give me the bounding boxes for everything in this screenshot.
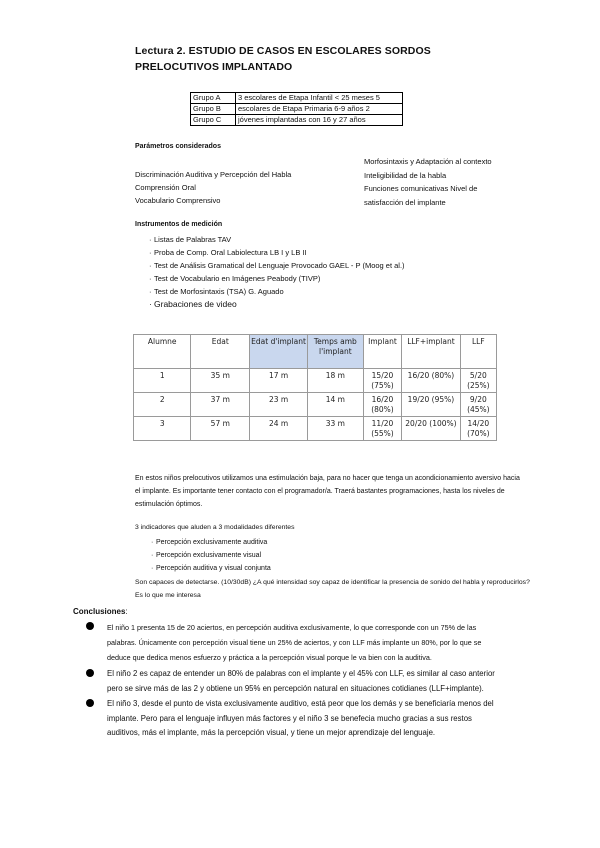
stimulation-paragraph: En estos niños prelocutivos utilizamos una estimulación baja, para no hacer que tenga un acondicionamiento aversivo hacia el implante. Es importante tener contacto con el programador/a. Traerá bastantes programaciones, hasta los niveles de estimulación óptimos. [135,475,520,508]
table-cell: 23 m [250,393,308,417]
conclusions-list [86,620,506,741]
parameter-item: Funciones comunicativas Nivel de [364,184,478,193]
parameters-right-column [364,155,504,209]
instruments-heading: Instrumentos de medición [135,221,223,228]
table-cell: 14 m [307,393,363,417]
table-cell: 18 m [307,369,363,393]
table-header-row [134,335,497,369]
conclusion-item: El niño 3, desde el punto de vista exclusivamente auditivo, está peor que los demás y se beneficiaría menos del implante. Pero para el lenguaje influyen más factores y el niño 3 se benefecia mucho gracias a sus restos auditivos, más el implante, más la percepción visual, y tiene un mejor aprendizaje del lenguaje. [86,697,506,741]
table-cell: 37 m [191,393,250,417]
table-row [191,104,403,115]
table-cell: 24 m [250,417,308,441]
bullet-icon: · [149,235,152,244]
table-cell: 19/20 (95%) [402,393,460,417]
column-header: Implant [363,335,402,369]
table-row [134,417,497,441]
document-title: Lectura 2. ESTUDIO DE CASOS EN ESCOLARES SORDOS PRELOCUTIVOS IMPLANTADO [135,45,431,73]
group-description: jóvenes implantadas con 16 y 27 años [236,115,403,126]
group-description: 3 escolares de Etapa Infantil < 25 meses 5 [236,93,403,104]
bullet-icon: · [149,299,152,309]
list-item: · Percepción exclusivamente visual [151,549,271,562]
conclusion-item: El niño 2 es capaz de entender un 80% de palabras con el implante y el 45% con LLF, es similar al caso anterior pero se sirve más de las 2 y obtiene un 95% en percepción natural en situaciones cotidianes (LLF+implante). [86,667,506,696]
table-cell: 16/20 (80%) [402,369,460,393]
list-item: · Grabaciones de video [149,299,237,309]
bullet-icon: · [149,261,152,270]
table-row [134,393,497,417]
table-row [191,115,403,126]
table-cell: 11/20 (55%) [363,417,402,441]
table-cell: 9/20 (45%) [460,393,496,417]
bullet-icon [86,669,94,677]
table-cell: 35 m [191,369,250,393]
table-cell: 15/20 (75%) [363,369,402,393]
bullet-icon: · [151,539,154,546]
table-cell: 16/20 (80%) [363,393,402,417]
parameter-item: Vocabulario Comprensivo [135,196,221,205]
conclusion-item: El niño 1 presenta 15 de 20 aciertos, en percepción auditiva exclusivamente, lo que corresponde con un 75% de las palabras. Únicamente con percepción visual tiene un 25% de aciertos, y con LLF más implante un 80%, por lo que se deduce que dedica menos esfuerzo y práctica a la percepción visual porque le va bien con la auditiva. [86,620,506,665]
parameter-item: Morfosintaxis y Adaptación al contexto [364,157,492,166]
table-cell: 17 m [250,369,308,393]
table-cell: 5/20 (25%) [460,369,496,393]
parameter-item: Discriminación Auditiva y Percepción del Habla [135,170,292,179]
group-description: escolares de Etapa Primaria 6-9 años 2 [236,104,403,115]
results-table [133,334,497,441]
column-header: Temps amb l'implant [307,335,363,369]
parameters-left-column [135,168,291,207]
parameter-item: Inteligibilidad de la habla [364,170,447,180]
table-cell: 33 m [307,417,363,441]
capaces-paragraph: Son capaces de detectarse. (10/30dB) ¿A qué intensidad soy capaz de identificar la presencia de sonido del habla y reproducirlos? Es lo que me interesa [135,579,530,599]
groups-table [190,92,403,126]
conclusions-heading: Conclusiones: [73,607,128,616]
list-item: · Proba de Comp. Oral Labiolectura LB I y LB II [149,248,307,257]
group-label: Grupo B [191,104,236,115]
column-header: Edat [191,335,250,369]
table-row [191,93,403,104]
table-cell: 57 m [191,417,250,441]
instruments-list [149,233,405,311]
table-cell: 20/20 (100%) [402,417,460,441]
parameters-heading: Parámetros considerados [135,143,221,150]
parameter-item: Comprensión Oral [135,183,196,192]
table-cell: 1 [134,369,191,393]
list-item: · Test de Vocabulario en Imágenes Peabody (TIVP) [149,274,321,283]
list-item: · Test de Morfosintaxis (TSA) G. Aguado [149,287,284,296]
indicators-list [151,536,271,575]
parameter-item: satisfacción del implante [364,197,446,207]
column-header: LLF [460,335,496,369]
group-label: Grupo A [191,93,236,104]
bullet-icon: · [151,565,154,572]
table-cell: 3 [134,417,191,441]
bullet-icon: · [151,552,154,559]
table-cell: 14/20 (70%) [460,417,496,441]
list-item: · Test de Análisis Gramatical del Lenguaje Provocado GAEL - P (Moog et al.) [149,261,405,270]
bullet-icon [86,699,94,707]
bullet-icon [86,622,94,630]
list-item: · Listas de Palabras TAV [149,235,232,244]
column-header: Alumne [134,335,191,369]
list-item: · Percepción auditiva y visual conjunta [151,562,271,575]
bullet-icon: · [149,287,152,296]
bullet-icon: · [149,248,152,257]
column-header: LLF+implant [402,335,460,369]
bullet-icon: · [149,274,152,283]
table-cell: 2 [134,393,191,417]
indicators-title: 3 indicadores que aluden a 3 modalidades diferentes [135,524,295,531]
column-header: Edat d'implant [250,335,308,369]
group-label: Grupo C [191,115,236,126]
table-row [134,369,497,393]
list-item: · Percepción exclusivamente auditiva [151,536,271,549]
